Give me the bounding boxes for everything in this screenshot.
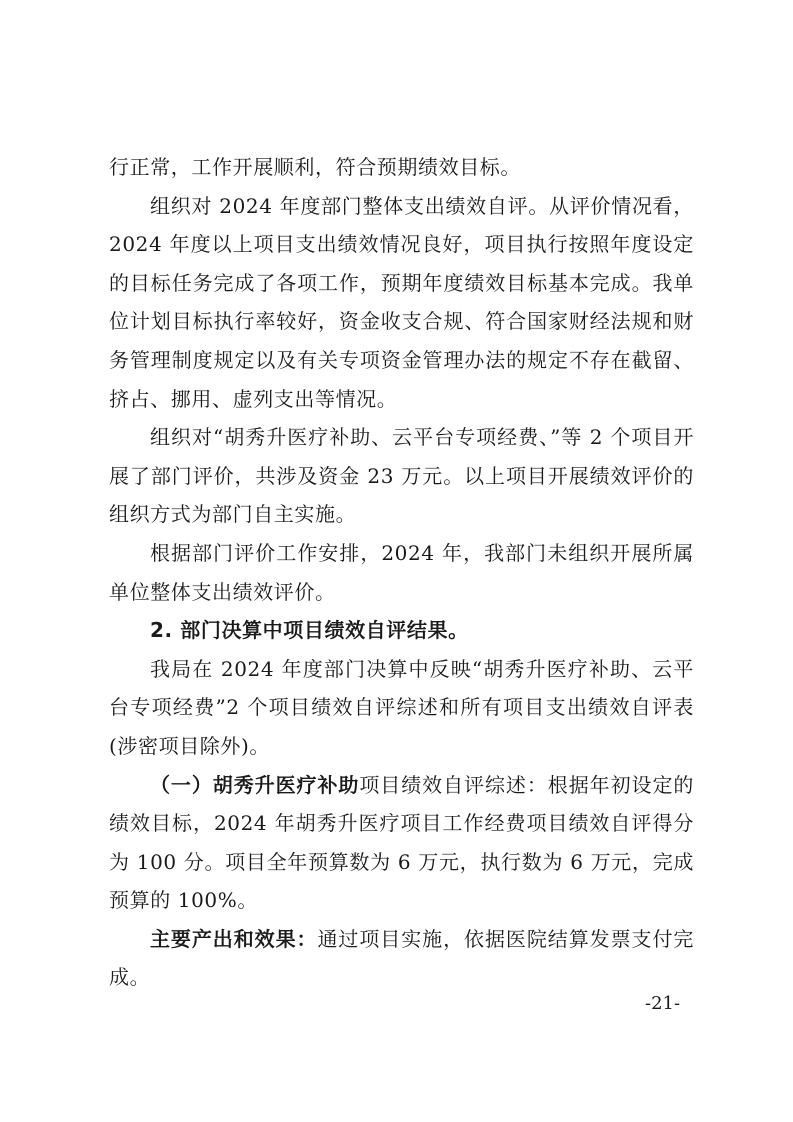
paragraph-department-evaluation: 组织对“胡秀升医疗补助、云平台专项经费、”等 2 个项目开展了部门评价，共涉及资金 23 万元。以上项目开展绩效评价的组织方式为部门自主实施。 bbox=[109, 425, 694, 527]
document-body bbox=[109, 148, 694, 997]
paragraph-medical-subsidy-summary bbox=[109, 766, 694, 920]
outputs-effects-text: 通过项目实施，依据医院结算发票支付完成。 bbox=[109, 926, 694, 990]
section-heading-project-results: 2. 部门决算中项目绩效自评结果。 bbox=[150, 618, 469, 643]
paragraph-continuation: 行正常，工作开展顺利，符合预期绩效目标。 bbox=[109, 155, 521, 179]
medical-subsidy-bold-lead: （一）胡秀升医疗补助 bbox=[150, 772, 360, 797]
paragraph-overall-self-evaluation: 组织对 2024 年度部门整体支出绩效自评。从评价情况看，2024 年度以上项目支出绩效情况良好，项目执行按照年度设定的目标任务完成了各项工作，预期年度绩效目标基本完成。我单位计划目标执行率较好，资金收支合规、符合国家财经法规和财务管理制度规定以及有关专项资金管理办法的规定不存在截留、挤占、挪用、虚列支出等情况。 bbox=[109, 193, 694, 411]
medical-subsidy-text: 项目绩效自评综述：根据年初设定的绩效目标，2024 年胡秀升医疗项目工作经费项目绩效自评得分为 100 分。项目全年预算数为 6 万元，执行数为 6 万元，完成预算的 100%。 bbox=[109, 772, 694, 913]
paragraph-unit-evaluation: 根据部门评价工作安排，2024 年，我部门未组织开展所属单位整体支出绩效评价。 bbox=[109, 540, 694, 604]
outputs-effects-bold-lead: 主要产出和效果： bbox=[150, 926, 318, 951]
page-number: -21- bbox=[645, 993, 681, 1014]
paragraph-final-accounts: 我局在 2024 年度部门决算中反映“胡秀升医疗补助、云平台专项经费”2 个项目绩效自评综述和所有项目支出绩效自评表(涉密项目除外)。 bbox=[109, 656, 694, 758]
paragraph-outputs-effects bbox=[109, 920, 694, 997]
